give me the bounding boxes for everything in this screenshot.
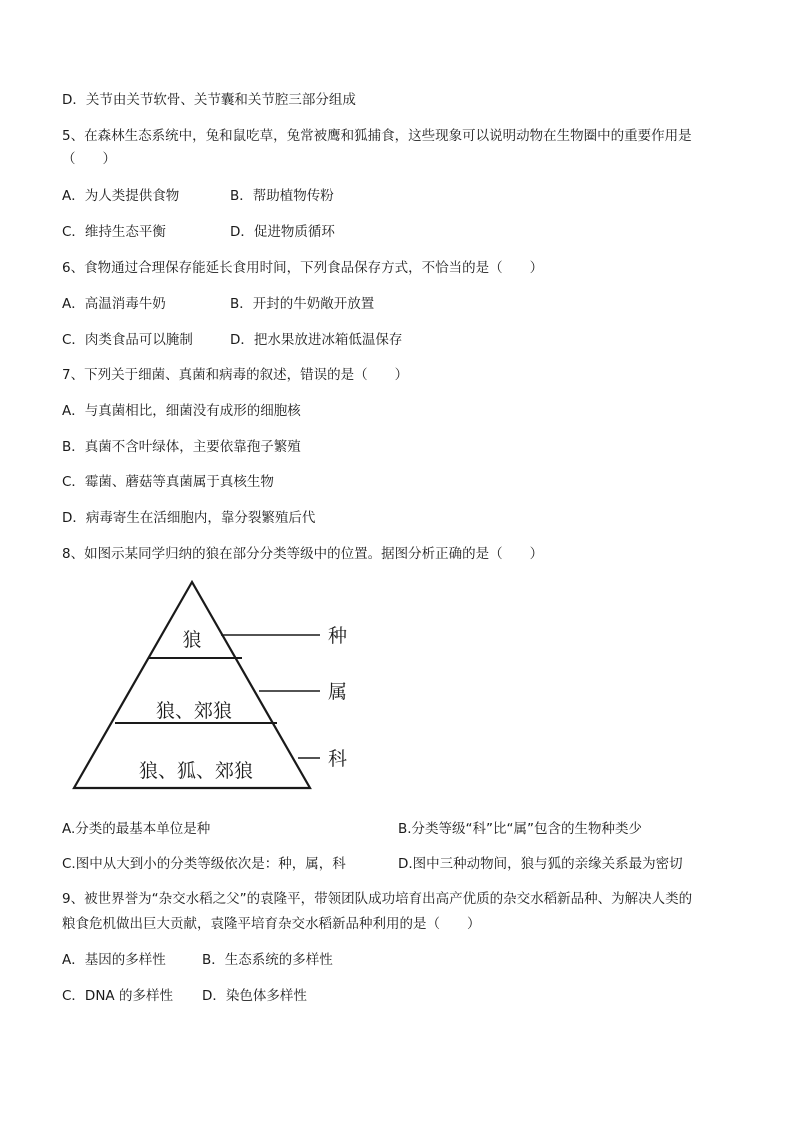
question-5-stem: 5、在森林生态系统中，兔和鼠吃草，兔常被鹰和狐捕食，这些现象可以说明动物在生物圈中的重要作用是 — [62, 128, 692, 144]
label-family: 科 — [328, 748, 348, 770]
q5-option-c: C．维持生态平衡 — [62, 224, 166, 240]
q9-option-a: A．基因的多样性 — [62, 952, 166, 968]
q8-option-c: C.图中从大到小的分类等级依次是：种，属，科 — [62, 856, 346, 872]
q9-option-b: B．生态系统的多样性 — [202, 952, 333, 968]
label-genus: 属 — [328, 681, 348, 703]
q8-option-a: A.分类的最基本单位是种 — [62, 821, 211, 837]
q9-option-d: D．染色体多样性 — [202, 988, 307, 1004]
question-9-stem-cont: 粮食危机做出巨大贡献，袁隆平培育杂交水稻新品种利用的是（ ） — [62, 916, 481, 932]
q7-option-d: D．病毒寄生在活细胞内，靠分裂繁殖后代 — [62, 510, 316, 526]
q6-option-c: C．肉类食品可以腌制 — [62, 332, 193, 348]
classification-pyramid-figure — [68, 580, 368, 795]
question-9-stem: 9、被世界誉为“杂交水稻之父”的袁隆平，带领团队成功培育出高产优质的杂交水稻新品种、为解决人类的 — [62, 891, 693, 907]
q6-option-b: B．开封的牛奶敞开放置 — [230, 296, 375, 312]
q7-option-c: C．霉菌、蘑菇等真菌属于真核生物 — [62, 474, 274, 490]
q5-option-d: D．促进物质循环 — [230, 224, 335, 240]
question-8-stem: 8、如图示某同学归纳的狼在部分分类等级中的位置。据图分析正确的是（ ） — [62, 546, 544, 562]
q5-option-a: A．为人类提供食物 — [62, 188, 180, 204]
q6-option-d: D．把水果放进冰箱低温保存 — [230, 332, 403, 348]
q5-option-b: B．帮助植物传粉 — [230, 188, 334, 204]
q8-option-b: B.分类等级“科”比“属”包含的生物种类少 — [398, 821, 643, 837]
q9-option-c: C．DNA 的多样性 — [62, 988, 173, 1004]
tier-genus-text: 狼、郊狼 — [155, 700, 233, 722]
question-7-stem: 7、下列关于细菌、真菌和病毒的叙述，错误的是（ ） — [62, 367, 409, 383]
label-species: 种 — [328, 625, 348, 647]
pyramid-outline — [74, 582, 310, 788]
q8-option-d: D.图中三种动物间，狼与狐的亲缘关系最为密切 — [398, 856, 683, 872]
option-d-joint: D．关节由关节软骨、关节囊和关节腔三部分组成 — [62, 92, 356, 108]
tier-species-text: 狼 — [182, 629, 202, 651]
q7-option-b: B．真菌不含叶绿体，主要依靠孢子繁殖 — [62, 439, 301, 455]
q7-option-a: A．与真菌相比，细菌没有成形的细胞核 — [62, 403, 301, 419]
tier-family-text: 狼、狐、郊狼 — [138, 760, 254, 782]
question-6-stem: 6、食物通过合理保存能延长食用时间，下列食品保存方式，不恰当的是（ ） — [62, 260, 544, 276]
q6-option-a: A．高温消毒牛奶 — [62, 296, 166, 312]
question-5-blank: （ ） — [62, 151, 116, 167]
